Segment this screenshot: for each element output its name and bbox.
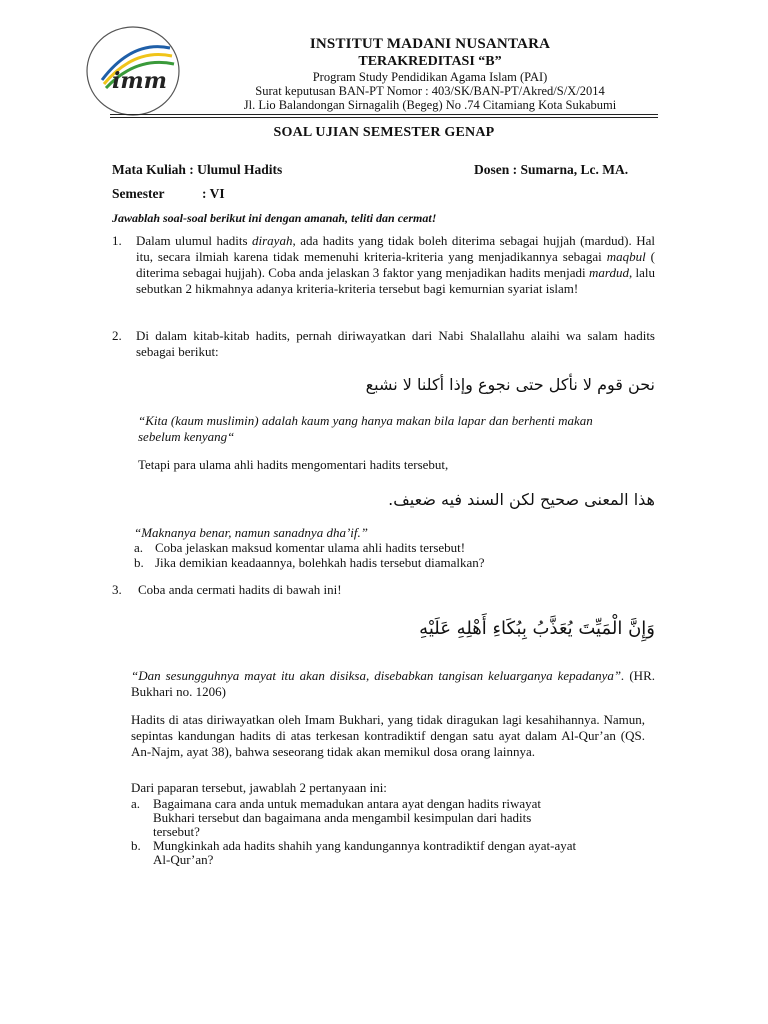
question-3-intro: Coba anda cermati hadits di bawah ini! <box>138 582 342 597</box>
semester-value: : VI <box>202 186 225 201</box>
lecturer-name: Dosen : Sumarna, Lc. MA. <box>474 162 629 177</box>
question-2b-text: Jika demikian keadaannya, bolehkah hadis tersebut diamalkan? <box>155 555 485 570</box>
accreditation-status: TERAKREDITASI “B” <box>358 54 502 69</box>
hadith-translation-3: “Dan sesungguhnya mayat itu akan disiksa, disebabkan tangisan keluarganya kepadanya”. (HR. Bukhari no. 1206) <box>131 668 655 699</box>
question-2-intro: Di dalam kitab-kitab hadits, pernah diriwayatkan dari Nabi Shalallahu alaihi wa salam hadits sebagai berikut: <box>136 328 655 359</box>
hadith-arabic-2: هذا المعنى صحيح لكن السند فيه ضعيف. <box>388 490 655 509</box>
study-program: Program Study Pendidikan Agama Islam (PAI) <box>312 70 548 84</box>
header-divider-bottom <box>110 117 658 118</box>
question-3b-line-1: Mungkinkah ada hadits shahih yang kandungannya kontradiktif dengan ayat-ayat <box>153 838 577 853</box>
scholars-comment-intro: Tetapi para ulama ahli hadits mengomentari hadits tersebut, <box>138 457 449 472</box>
question-1-number: 1. <box>112 233 122 248</box>
question-2a-label: a. <box>134 540 144 555</box>
question-2b-label: b. <box>134 555 144 570</box>
question-3a-line-3: tersebut? <box>153 824 200 839</box>
question-3a-label: a. <box>131 796 141 811</box>
hadith-arabic-1: نحن قوم لا نأكل حتى نجوع وإذا أكلنا لا نشبع <box>365 375 655 394</box>
question-2a-text: Coba jelaskan maksud komentar ulama ahli hadits tersebut! <box>155 540 466 555</box>
semester-label: Semester <box>112 186 165 201</box>
institution-name: INSTITUT MADANI NUSANTARA <box>309 36 551 52</box>
question-3b-line-2: Al-Qur’an? <box>153 852 214 867</box>
question-3a-line-2: Bukhari tersebut dan bagaimana anda mengambil kesimpulan dari hadits <box>153 810 532 825</box>
hadith-translation-1: “Kita (kaum muslimin) adalah kaum yang hanya makan bila lapar dan berhenti makan sebelum kenyang“ <box>138 413 593 444</box>
svg-text:imm: imm <box>112 68 167 94</box>
exam-title: SOAL UJIAN SEMESTER GENAP <box>273 125 495 140</box>
question-2-number: 2. <box>112 328 122 343</box>
exam-instruction: Jawablah soal-soal berikut ini dengan amanah, teliti dan cermat! <box>112 211 437 225</box>
question-3-explanation: Hadits di atas diriwayatkan oleh Imam Bukhari, yang tidak diragukan lagi kesahihannya. Namun, sepintas kandungan hadits di atas terkesan kontradiktif dengan satu ayat dalam Al-Qur’an (QS. An-Najm, ayat 38), bahwa seseorang tidak akan memikul dosa orang lainnya. <box>131 712 645 759</box>
institution-address: Jl. Lio Balandongan Sirnagalih (Begeg) No .74 Citamiang Kota Sukabumi <box>243 98 617 112</box>
question-3-prompt: Dari paparan tersebut, jawablah 2 pertanyaan ini: <box>131 780 387 795</box>
question-1-text: Dalam ulumul hadits dirayah, ada hadits yang tidak boleh diterima sebagai hujjah (mardud). Hal itu, secara ilmiah karena tidak memenuhi kriteria-kriteria yang menjadikannya sebagai maqbul ( diterima sebagai hujjah). Coba anda jelaskan 3 faktor yang menjadikan hadits menjadi mardud, lalu sebutkan 2 hikmahnya adanya kriteria-kriteria tersebut bagi kemurnian syariat islam! <box>136 233 656 296</box>
question-3a-line-1: Bagaimana cara anda untuk memadukan antara ayat dengan hadits riwayat <box>153 796 542 811</box>
course-name: Mata Kuliah : Ulumul Hadits <box>112 162 283 177</box>
institution-logo <box>82 20 184 122</box>
hadith-translation-2: “Maknanya benar, namun sanadnya dha’if.” <box>134 525 368 540</box>
hadith-arabic-3: وَإِنَّ الْمَيِّتَ يُعَذَّبُ بِبُكَاءِ أَهْلِهِ عَلَيْهِ <box>419 618 655 639</box>
question-3-number: 3. <box>112 582 122 597</box>
question-3b-label: b. <box>131 838 141 853</box>
header-divider-top <box>110 114 658 115</box>
accreditation-decree: Surat keputusan BAN-PT Nomor : 403/SK/BAN-PT/Akred/S/X/2014 <box>255 84 605 98</box>
